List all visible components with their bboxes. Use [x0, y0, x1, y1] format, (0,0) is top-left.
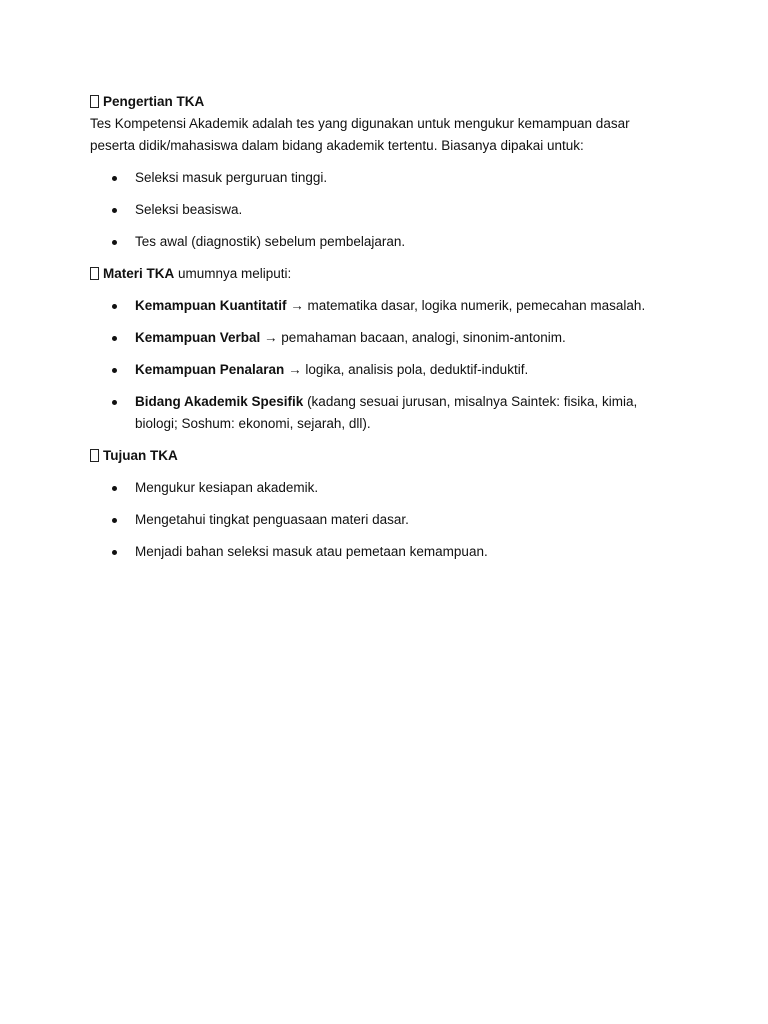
bullet-list: [90, 477, 670, 563]
section-title: Pengertian TKA: [103, 94, 205, 109]
missing-glyph-icon: [90, 95, 99, 108]
bullet-icon: [112, 176, 117, 181]
bullet-icon: [112, 518, 117, 523]
list-item: [90, 359, 655, 381]
list-item: [90, 327, 655, 349]
list-item: [90, 295, 655, 317]
list-item: [90, 167, 655, 189]
bullet-icon: [112, 336, 117, 341]
list-item: [90, 541, 655, 563]
bullet-icon: [112, 400, 117, 405]
bullet-icon: [112, 208, 117, 213]
document-page: [90, 91, 670, 563]
list-item-text: (kadang sesuai jurusan, misalnya Saintek: fisika, kimia, biologi; Soshum: ekonomi, sejarah, dll).: [135, 394, 638, 431]
section-title-suffix: umumnya meliputi:: [174, 266, 292, 281]
bullet-icon: [112, 240, 117, 245]
bullet-icon: [112, 368, 117, 373]
bullet-list: [90, 295, 670, 435]
list-item: [90, 509, 655, 531]
section-title: Materi TKA: [103, 266, 175, 281]
section-tujuan: [90, 445, 670, 563]
bullet-icon: [112, 486, 117, 491]
missing-glyph-icon: [90, 449, 99, 462]
list-item: [90, 391, 655, 435]
list-item-text: Mengetahui tingkat penguasaan materi dasar.: [135, 512, 409, 527]
list-item-text: → matematika dasar, logika numerik, pemecahan masalah.: [286, 298, 646, 313]
section-heading: [90, 91, 670, 113]
list-item-text: Menjadi bahan seleksi masuk atau pemetaan kemampuan.: [135, 544, 488, 559]
bullet-icon: [112, 550, 117, 555]
section-materi: [90, 263, 670, 435]
list-item-text: Seleksi beasiswa.: [135, 202, 243, 217]
section-heading: [90, 445, 670, 467]
missing-glyph-icon: [90, 267, 99, 280]
section-heading: [90, 263, 670, 285]
list-item-term: Kemampuan Verbal: [135, 330, 261, 345]
section-pengertian: [90, 91, 670, 253]
bullet-icon: [112, 304, 117, 309]
list-item-text: Seleksi masuk perguruan tinggi.: [135, 170, 328, 185]
list-item-term: Kemampuan Penalaran: [135, 362, 285, 377]
list-item-text: → pemahaman bacaan, analogi, sinonim-antonim.: [260, 330, 566, 345]
list-item-text: Mengukur kesiapan akademik.: [135, 480, 319, 495]
list-item: [90, 231, 655, 253]
section-title: Tujuan TKA: [103, 448, 178, 463]
list-item-text: Tes awal (diagnostik) sebelum pembelajaran.: [135, 234, 406, 249]
list-item: [90, 477, 655, 499]
bullet-list: [90, 167, 670, 253]
list-item-term: Bidang Akademik Spesifik: [135, 394, 304, 409]
section-paragraph: Tes Kompetensi Akademik adalah tes yang digunakan untuk mengukur kemampuan dasar peserta didik/mahasiswa dalam bidang akademik tertentu. Biasanya dipakai untuk:: [90, 116, 630, 153]
list-item: [90, 199, 655, 221]
list-item-term: Kemampuan Kuantitatif: [135, 298, 287, 313]
list-item-text: → logika, analisis pola, deduktif-induktif.: [284, 362, 529, 377]
